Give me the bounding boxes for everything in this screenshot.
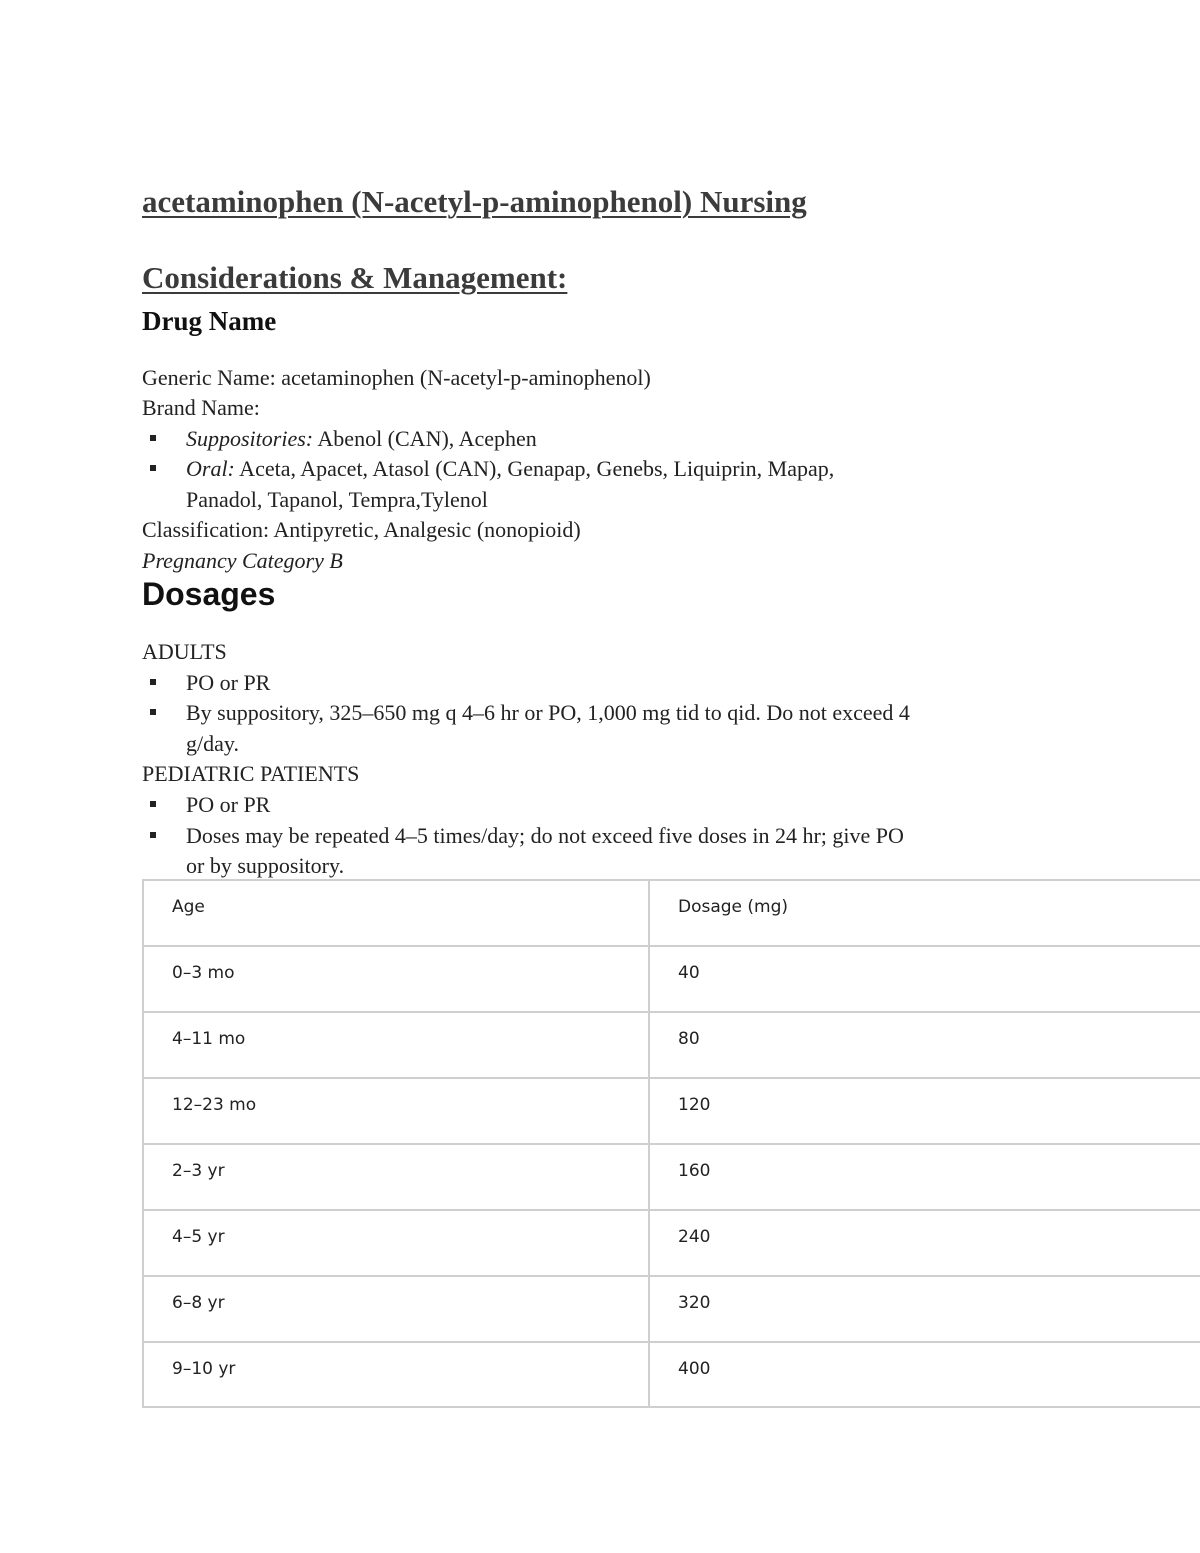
table-row <box>144 1013 1200 1079</box>
dosages-heading: Dosages <box>142 576 276 612</box>
classification: Classification: Antipyretic, Analgesic (nonopioid) <box>142 517 581 542</box>
generic-name: Generic Name: acetaminophen (N-acetyl-p-aminophenol) <box>142 365 651 390</box>
brand-item-text: Abenol (CAN), Acephen <box>313 426 537 451</box>
pediatric-dosage-table <box>142 879 1200 1408</box>
brand-item-label: Suppositories: <box>186 426 314 451</box>
pregnancy-category: Pregnancy Category B <box>142 548 343 573</box>
brand-item-label: Oral: <box>186 456 235 481</box>
bullet-icon <box>150 832 156 838</box>
table-header-row <box>144 881 1200 947</box>
table-row <box>144 1277 1200 1343</box>
pediatric-label: PEDIATRIC PATIENTS <box>142 761 360 786</box>
brand-item-oral-continuation: Panadol, Tapanol, Tempra,Tylenol <box>186 487 488 512</box>
table-row <box>144 1079 1200 1145</box>
table-cell-age: 4–5 yr <box>172 1227 225 1247</box>
page-title-line-1: acetaminophen (N-acetyl-p-aminophenol) Nursing <box>142 184 807 219</box>
table-cell-age: 4–11 mo <box>172 1029 246 1049</box>
table-cell-dosage: 400 <box>678 1359 711 1379</box>
adult-item-text: By suppository, 325–650 mg q 4–6 hr or PO, 1,000 mg tid to qid. Do not exceed 4 <box>186 700 910 725</box>
bullet-icon <box>150 435 156 441</box>
table-cell-dosage: 240 <box>678 1227 711 1247</box>
bullet-icon <box>150 465 156 471</box>
table-header-dosage: Dosage (mg) <box>678 897 789 917</box>
table-cell-dosage: 320 <box>678 1293 711 1313</box>
table-cell-age: 12–23 mo <box>172 1095 257 1115</box>
adult-item-text: PO or PR <box>186 670 271 695</box>
page-title-line-2: Considerations & Management: <box>142 260 568 295</box>
drug-name-heading: Drug Name <box>142 306 277 336</box>
table-cell-age: 2–3 yr <box>172 1161 225 1181</box>
table-cell-dosage: 40 <box>678 963 700 983</box>
table-cell-age: 9–10 yr <box>172 1359 236 1379</box>
brand-name-label: Brand Name: <box>142 395 260 420</box>
table-row <box>144 1145 1200 1211</box>
adults-label: ADULTS <box>142 639 227 664</box>
bullet-icon <box>150 801 156 807</box>
pediatric-item-text: Doses may be repeated 4–5 times/day; do not exceed five doses in 24 hr; give PO <box>186 823 904 848</box>
pediatric-item-text: PO or PR <box>186 792 271 817</box>
table-cell-dosage: 120 <box>678 1095 711 1115</box>
table-cell-age: 6–8 yr <box>172 1293 225 1313</box>
table-header-age: Age <box>172 897 205 917</box>
bullet-icon <box>150 709 156 715</box>
table-row <box>144 1211 1200 1277</box>
table-cell-age: 0–3 mo <box>172 963 235 983</box>
table-cell-dosage: 160 <box>678 1161 711 1181</box>
table-cell-dosage: 80 <box>678 1029 700 1049</box>
brand-item-text: Aceta, Apacet, Atasol (CAN), Genapap, Genebs, Liquiprin, Mapap, <box>234 456 835 481</box>
bullet-icon <box>150 679 156 685</box>
table-row <box>144 947 1200 1013</box>
pediatric-item-dose-continuation: or by suppository. <box>186 853 345 878</box>
adult-item-dose-continuation: g/day. <box>186 731 239 756</box>
table-row <box>144 1343 1200 1409</box>
